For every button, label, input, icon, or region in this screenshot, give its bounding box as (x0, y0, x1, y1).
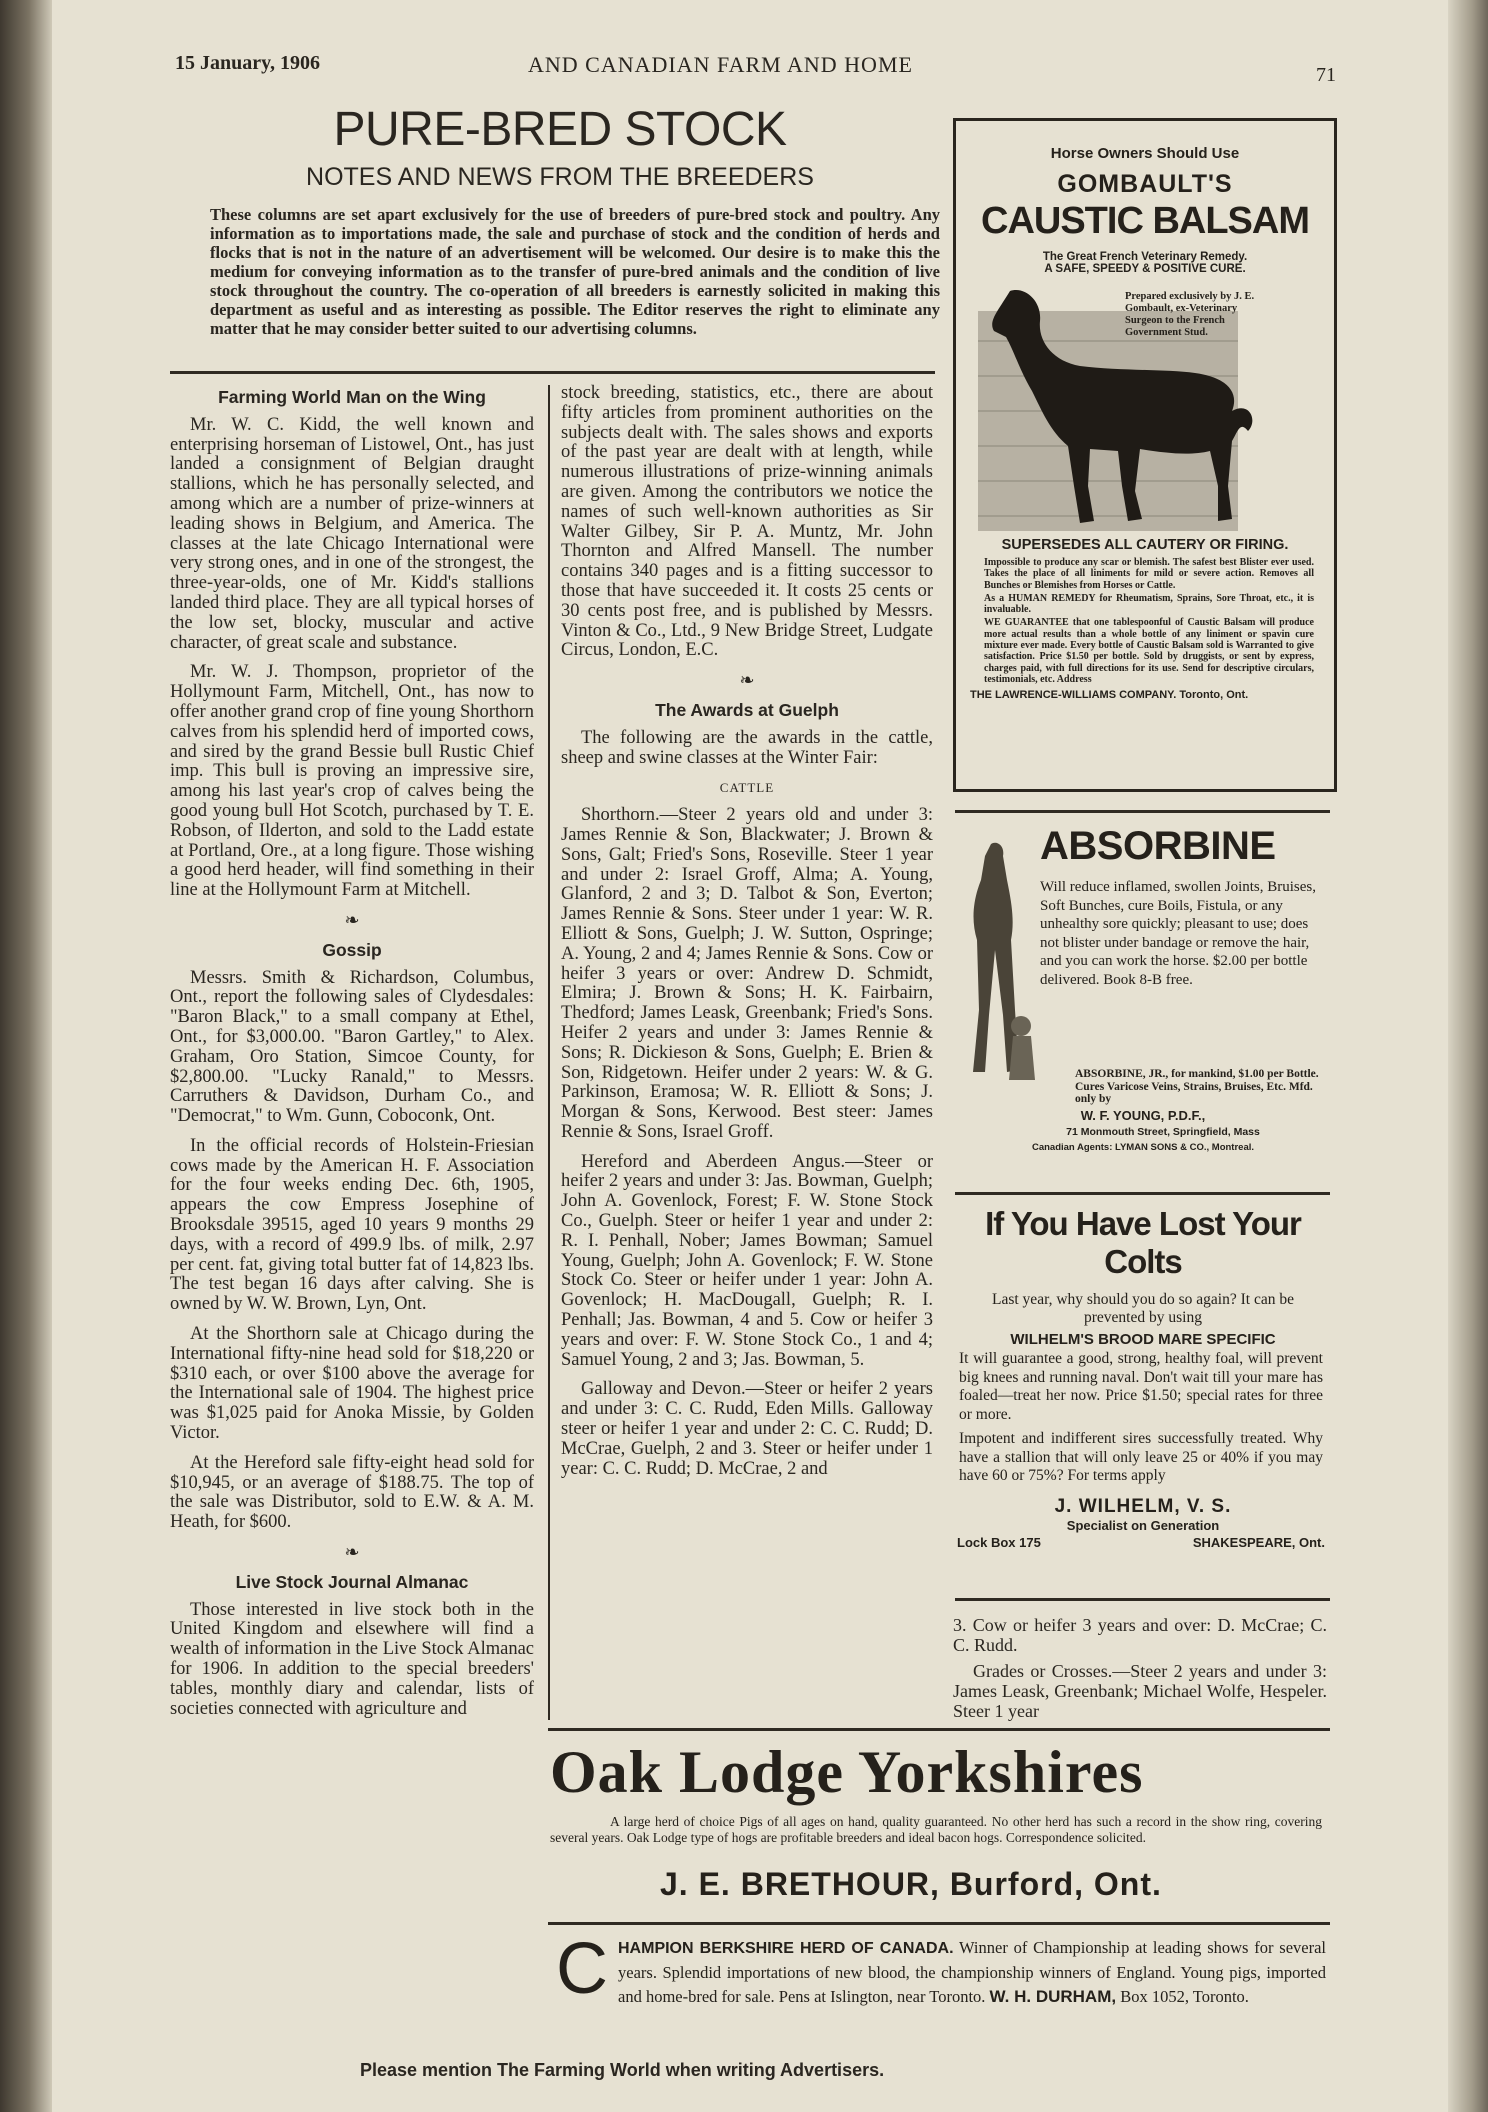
paragraph-awards-intro: The following are the awards in the cattle, sheep and swine classes at the Winter Fair: (561, 727, 933, 768)
paragraph-galloway-awards: Galloway and Devon.—Steer or heifer 2 years and under 3: C. C. Rudd, Eden Mills. Galloway steer or heifer 1 year and under 2: C. C. Rudd; D. McCrae, Guelph, 2 and 3. Steer or heifer under 1 year: C. C. Rudd; D. McCrae, 2 and (561, 1379, 933, 1479)
wilhelm-address-row (955, 1533, 1331, 1553)
heading-awards-guelph: The Awards at Guelph (655, 699, 839, 720)
ad-rule (955, 1192, 1330, 1195)
oaklodge-owner: J. E. BRETHOUR, Burford, Ont. (660, 1866, 1162, 1902)
durham-heading: HAMPION BERKSHIRE HERD OF CANADA. (618, 1940, 954, 1957)
gombault-body2: As a HUMAN REMEDY for Rheumatism, Sprains, Sore Throat, etc., it is invaluable. (984, 592, 1314, 616)
column-rule (548, 385, 550, 1720)
ad-rule (548, 1728, 1330, 1731)
durham-initial: C (556, 1929, 608, 2009)
oaklodge-body: A large herd of choice Pigs of all ages on hand, quality guaranteed. No other herd has such a record in the show ring, covering several years. Oak Lodge type of hogs are profitable breeders and ideal bacon hogs. Correspondence solicited. (550, 1814, 1322, 1845)
section-subtitle: NOTES AND NEWS FROM THE BREEDERS (306, 163, 814, 191)
ad-durham (548, 1929, 1332, 2034)
absorbine-address: 71 Monmouth Street, Springfield, Mass (1066, 1126, 1260, 1138)
ad-rule (955, 810, 1330, 813)
gombault-body3: WE GUARANTEE that one tablespoonful of Caustic Balsam will produce more actual results than a whole bottle of any liniment or spavin cure mixture ever made. Every bottle of Caustic Balsam sold is Warranted to give satisfaction. Price $1.50 per bottle. Sold by druggists, or sent by express, charges paid, with full directions for its use. Send for descriptive circulars, testimonials, etc. Address (984, 617, 1314, 685)
heading-farming-world-man: Farming World Man on the Wing (218, 387, 486, 407)
absorbine-maker: W. F. YOUNG, P.D.F., (1080, 1108, 1206, 1123)
oaklodge-title: Oak Lodge Yorkshires (550, 1739, 1144, 1805)
absorbine-jr: ABSORBINE, JR., for mankind, $1.00 per Bottle. Cures Varicose Veins, Strains, Bruises, Etc. Mfd. only by (1075, 1068, 1319, 1105)
gombault-supersedes: SUPERSEDES ALL CAUTERY OR FIRING. (1001, 537, 1289, 553)
heading-gossip: Gossip (322, 939, 382, 960)
gombault-name2: CAUSTIC BALSAM (981, 200, 1309, 242)
column-2 (561, 384, 933, 1729)
wilhelm-product: WILHELM'S BROOD MARE SPECIFIC (1010, 1331, 1276, 1348)
wilhelm-specialist: Specialist on Generation (1066, 1517, 1220, 1533)
wilhelm-p2: It will guarantee a good, strong, healthy foal, will prevent big knees and running naval. Don't wait till your mare has foaled—treat her now. Price $1.50; special rates for three or more. (959, 1350, 1323, 1423)
paragraph-cow-heifer: 3. Cow or heifer 3 years and over: D. McCrae; C. C. Rudd. (953, 1615, 1327, 1655)
wilhelm-p3: Impotent and indifferent sires successfully treated. Why have a stallion that will only leave 25 or 40% if you may have 60 or 75%? For terms apply (959, 1430, 1323, 1484)
header-publication: AND CANADIAN FARM AND HOME (528, 52, 913, 77)
gombault-top: Horse Owners Should Use (1050, 145, 1240, 162)
ornament-icon: ❧ (344, 909, 360, 930)
absorbine-agents: Canadian Agents: LYMAN SONS & CO., Montreal. (1031, 1142, 1255, 1153)
paragraph-holstein: In the official records of Holstein-Friesian cows made by the American H. F. Association for the four weeks ending Dec. 6th, 1905, appears the cow Empress Josephine of Brooksdale 39515, aged 10 years 9 months 29 days, with a record of 499.9 lbs. of milk, 2.97 per cent. fat, giving total butter fat of 14,823 lbs. The test began 16 days after calving. She is owned by W. W. Brown, Lyn, Ont. (170, 1135, 534, 1315)
wilhelm-name: J. WILHELM, V. S. (1054, 1495, 1232, 1517)
paragraph-hereford-awards: Hereford and Aberdeen Angus.—Steer or heifer 2 years and under 3: Jas. Bowman, Guelph; John A. Govenlock, Forest; F. W. Stone Stock Co., Guelph. Steer or heifer 1 year and under 2: R. I. Penhall, Nober; James Bowman; Samuel Young, Guelph; John A. Govenlock; F. W. Stone Stock Co. Steer or heifer under 1 year: John A. Govenlock; H. MacDougall, Guelph; R. I. Penhall; Jas. Bowman, 4 and 5. Cow or heifer 3 years and over: F. W. Stone Stock Co., 1 and 4; Samuel Young, 2 and 3; Jas. Bowman, 5. (561, 1151, 933, 1370)
paragraph-almanac-cont: stock breeding, statistics, etc., there are about fifty articles from prominent authorities on the subjects dealt with. The sales shows and exports of the past year are dealt with at length, while numerous illustrations of prize-winning animals are given. Among the contributors we notice the names of such well-known authorities as Sir Walter Gilbey, Sir P. A. Muntz, Mr. John Thornton and Alfred Mansell. The number contains 340 pages and is a fitting successor to those that have succeeded it. It costs 25 cents or 30 cents post free, and is published by Messrs. Vinton & Co., Ltd., 9 New Bridge Street, Ludgate Circus, London, E.C. (561, 384, 933, 661)
paragraph-shorthorn-awards: Shorthorn.—Steer 2 years old and under 3: James Rennie & Son, Blackwater; J. Brown & Sons, Galt; Fried's Sons, Roseville. Steer 1 year and under 2: Israel Groff, Alma; A. Young, Glanford, 2 and 3; D. Talbot & Son, Everton; James Rennie & Sons. Steer under 1 year: W. R. Elliott & Sons, Guelph; J. W. Sutton, Ospringe; A. Young, 2 and 4; James Rennie & Sons. Cow or heifer 3 years or over: Andrew D. Schmidt, Elmira; J. Brown & Sons; H. K. Fairbairn, Thedford; James Leask, Greenbank; Fried's Sons. Heifer 2 years and under 3: James Rennie & Sons; R. Dickieson & Sons, Guelph; E. Brien & Son, Ridgetown. Heifer under 2 years: W. & G. Parkinson, Eramosa; W. R. Elliott & Sons; J. Morgan & Sons, Kerwood. Best steer: James Rennie & Sons, Israel Groff. (561, 805, 933, 1142)
ad-rule (548, 1922, 1330, 1925)
heading-almanac: Live Stock Journal Almanac (235, 1571, 469, 1592)
paragraph-smith-richardson: Messrs. Smith & Richardson, Columbus, Ont., report the following sales of Clydesdales: "Baron Black," to a small company at Ethel, Ont., for $3,000.00. "Baron Gartley," to Alex. Graham, Oro Station, Simcoe County, for $2,800.00. "Lucky Ranald," to Messrs. Carruthers & Davidson, Durham Co., and "Democrat," to Wm. Gunn, Coboconk, Ont. (170, 967, 534, 1127)
paragraph-almanac: Those interested in live stock both in the United Kingdom and elsewhere will find a wealth of information in the Live Stock Almanac for 1906. In addition to the special breeders' tables, monthly diary and calendar, lists of societies connected with agriculture and (170, 1599, 534, 1719)
paragraph-grades: Grades or Crosses.—Steer 2 years and under 3: James Leask, Greenbank; Michael Wolfe, Hespeler. Steer 1 year (953, 1661, 1327, 1721)
header-page-number: 71 (1316, 64, 1336, 86)
page-edge-shadow (1448, 0, 1488, 2112)
ad-oak-lodge (550, 1736, 1330, 1926)
wilhelm-p1: Last year, why should you do so again? It can be prevented by using (992, 1291, 1294, 1326)
paragraph-shorthorn-sale: At the Shorthorn sale at Chicago during the International fifty-nine head sold for $18,220 or $310 each, or over $100 above the average for the International sale of 1904. The highest price was $1,025 paid for Anoka Missie, by Golden Victor. (170, 1324, 534, 1444)
footer-note: Please mention The Farming World when writing Advertisers. (360, 2060, 885, 2080)
ad-gombault (953, 118, 1337, 792)
paragraph-hereford-sale: At the Hereford sale fifty-eight head sold for $10,945, or an average of $188.75. The top of the sale was Distributor, sold to E.W. & A. M. Heath, for $600. (170, 1452, 534, 1533)
ornament-icon: ❧ (739, 670, 755, 691)
column-1 (170, 382, 534, 2032)
gombault-name1: GOMBAULT'S (1057, 170, 1233, 198)
ad-wilhelm (955, 1205, 1331, 1585)
wilhelm-lockbox: Lock Box 175 (957, 1534, 1041, 1550)
page-binding-shadow (0, 0, 52, 2112)
section-title: PURE-BRED STOCK (333, 103, 787, 156)
wilhelm-town: SHAKESPEARE, Ont. (1192, 1534, 1325, 1550)
gombault-tag1: The Great French Veterinary Remedy. (1042, 251, 1248, 263)
ad-rule (955, 1598, 1330, 1601)
gombault-tag2: A SAFE, SPEEDY & POSITIVE CURE. (1044, 263, 1246, 275)
paragraph-thompson: Mr. W. J. Thompson, proprietor of the Hollymount Farm, Mitchell, Ont., has now to offer another grand crop of fine young Shorthorn calves from his splendid herd of imported cows, and sired by the grand Bessie bull Rustic Chief imp. This bull is proving an impressive sire, among his last year's crop of calves being the good young bull Hot Scotch, purchased by T. E. Robson, of Ilderton, and sold to the Ladd estate at Portland, Ore., at a long figure. Those wishing a good herd header, will find something in their line at the Hollymount Farm at Mitchell. (170, 662, 534, 901)
durham-body: Winner of Championship at leading shows for several years. Splendid importations of new blood, the championship winners of England. Young pigs, imported and home-bred for sale. Pens at Islington, near Toronto. (618, 1938, 1326, 2006)
section-rule (170, 371, 935, 374)
gombault-body1: Impossible to produce any scar or blemish. The safest best Blister ever used. Takes the place of all liniments for mild or severe action. Removes all Bunches or Blemishes from Horses or Cattle. (984, 557, 1314, 591)
durham-address: Box 1052, Toronto. (1120, 1987, 1249, 2006)
durham-signature: W. H. DURHAM, (989, 1987, 1117, 2006)
column-3-text (953, 1615, 1327, 1731)
absorbine-body: Will reduce inflamed, swollen Joints, Bruises, Soft Bunches, cure Boils, Fistula, or any unhealthy sore quickly; pleasant to use; does not blister under bandage or remove the hair, and you can work the horse. $2.00 per bottle delivered. Book 8-B free. (1040, 879, 1317, 988)
gombault-company: THE LAWRENCE-WILLIAMS COMPANY. Toronto, Ont. (970, 689, 1249, 702)
horse-leg-illustration (959, 840, 1039, 1090)
absorbine-name: ABSORBINE (1040, 824, 1276, 868)
gombault-prepared: Prepared exclusively by J. E. Gombault, ex-Veterinary Surgeon to the French Government Stud. (1125, 291, 1255, 338)
header-date: 15 January, 1906 (175, 52, 321, 74)
wilhelm-headline: If You Have Lost Your Colts (985, 1205, 1301, 1280)
ornament-icon: ❧ (344, 1542, 360, 1563)
ad-absorbine (955, 820, 1331, 1153)
subheading-cattle: CATTLE (719, 780, 775, 796)
section-intro: These columns are set apart exclusively for the use of breeders of pure-bred stock and poultry. Any information as to importations made, the sale and purchase of stock and the condition of herds and flocks that is not in the nature of an advertisement will be welcomed. Our desire is to make this the medium for conveying information as to the transfer of pure-bred animals and the condition of live stock throughout the country. The co-operation of all breeders is earnestly solicited in making this department as useful and as interesting as possible. The Editor reserves the right to eliminate any matter that he may consider better suited to our advertising columns. (210, 205, 940, 338)
gombault-illustration (970, 281, 1320, 533)
paragraph-kidd: Mr. W. C. Kidd, the well known and enterprising horseman of Listowel, Ont., has just landed a consignment of Belgian draught stallions, which he has personally selected, and among which are a number of prize-winners at leading shows in Belgium, and America. The classes at the late Chicago International were very strong ones, and in one of the strongest, the three-year-olds, one of Mr. Kidd's stallions landed third place. They are all typical horses of the low set, blocky, muscular and active character, of great scale and substance. (170, 414, 534, 653)
